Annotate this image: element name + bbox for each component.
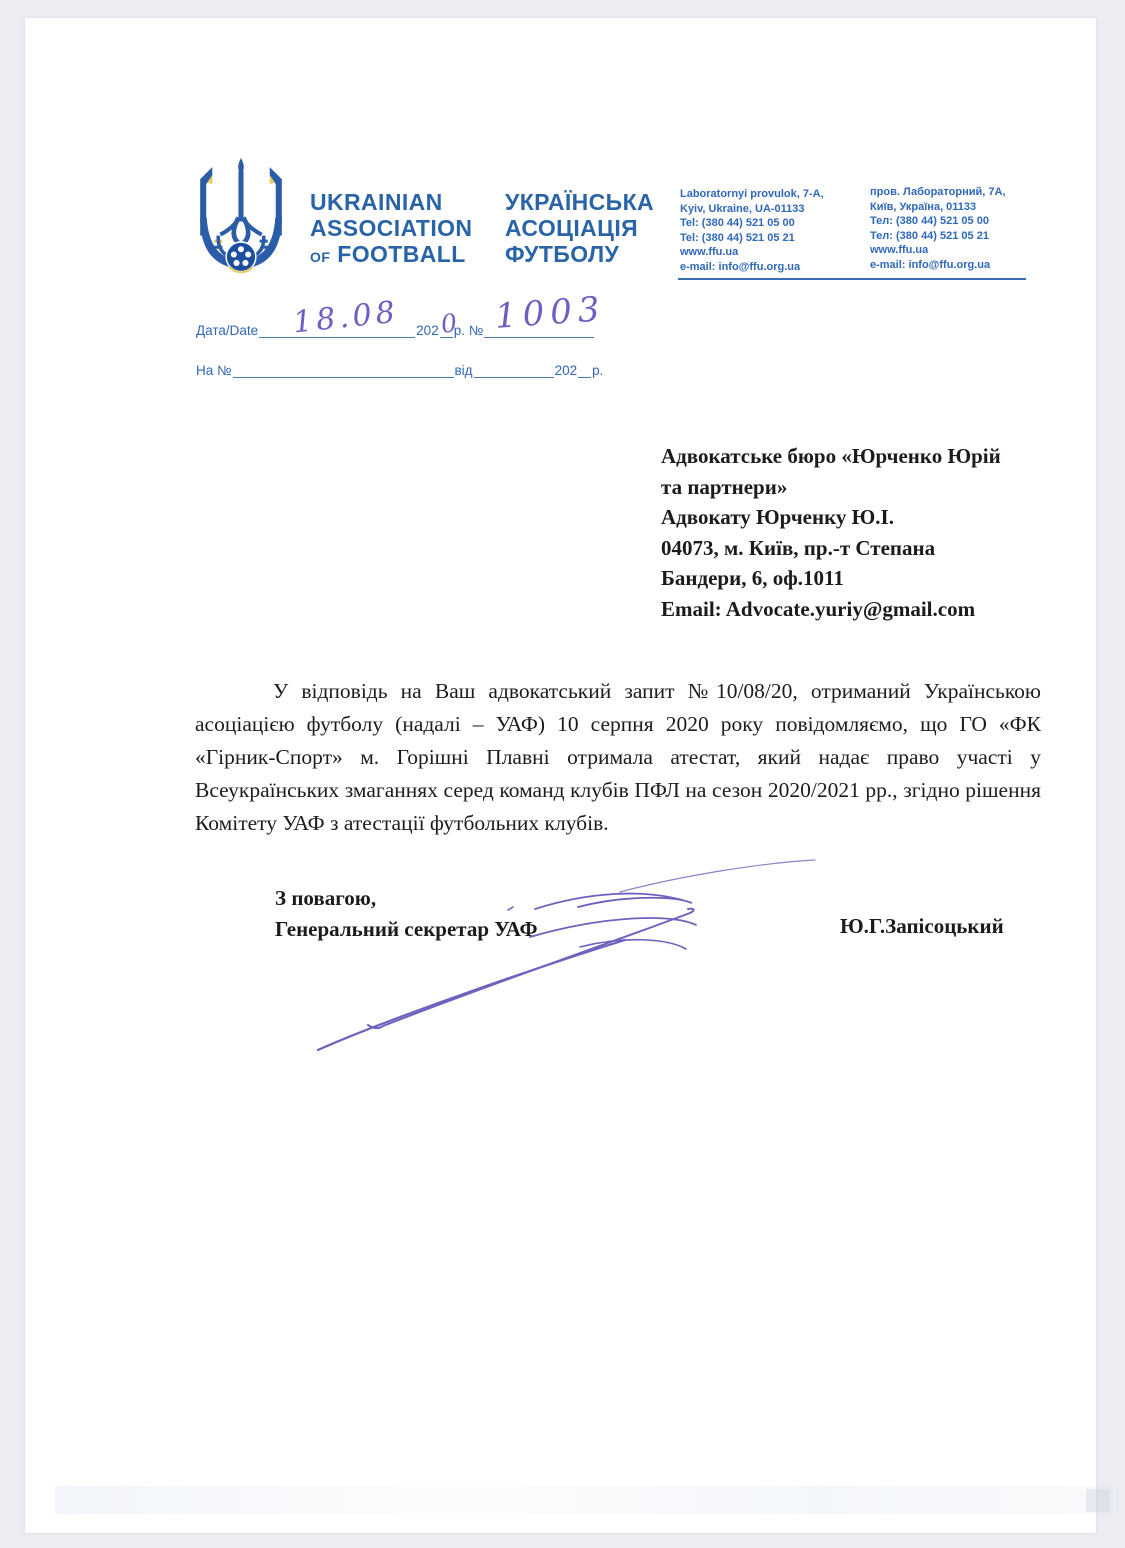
org-title-english bbox=[310, 189, 472, 270]
incoming-year-suffix: р. bbox=[592, 363, 604, 378]
address-line: Київ, Україна, 01133 bbox=[870, 200, 977, 213]
letter-sheet bbox=[25, 18, 1096, 1533]
org-title-en-of: OF bbox=[310, 249, 331, 265]
year-suffix: р. № bbox=[453, 323, 484, 338]
address-line: Tel: (380 44) 521 05 21 bbox=[680, 231, 795, 244]
handwritten-year-digit: 0 bbox=[439, 308, 459, 339]
org-address-ukrainian bbox=[870, 185, 1035, 273]
year-printed: 202 bbox=[416, 323, 439, 338]
scan-artifact-spot bbox=[1086, 1489, 1110, 1512]
incoming-year: 202 bbox=[554, 363, 578, 378]
address-line: пров. Лабораторний, 7А, bbox=[870, 186, 1006, 198]
address-line: www.ffu.ua bbox=[680, 246, 739, 259]
handwritten-date: 18.08 bbox=[291, 294, 401, 341]
org-title-ua-line3: ФУТБОЛУ bbox=[505, 241, 620, 267]
letter-body-paragraph: У відповідь на Ваш адвокатський запит №10/08/20, отриманий Українською асоціацією футболу (надалі – УАФ) 10 серпня 2020 року повідомляємо, що ГО «ФК «Гірник-Спорт» м. Горішні Плавні отримала атестат, який надає право участі у Всеукраїнських змаганнях серед команд клубів ПФЛ на сезон 2020/2021 рр., згідно рішення Комітету УАФ з атестації футбольних клубів. bbox=[195, 679, 1041, 835]
address-line: Тел: (380 44) 521 05 21 bbox=[870, 229, 989, 242]
org-title-en-line1: UKRAINIAN bbox=[310, 189, 443, 215]
header-divider-line bbox=[678, 278, 1026, 280]
recipient-address-block bbox=[661, 441, 1061, 624]
org-title-ua-line2: АСОЦІАЦІЯ bbox=[505, 215, 639, 241]
recipient-line: та партнери» bbox=[661, 474, 788, 499]
scan-artifact-band bbox=[55, 1486, 1113, 1514]
from-label: від bbox=[454, 363, 473, 378]
handwritten-outgoing-number: 1003 bbox=[493, 289, 607, 337]
signer-name: Ю.Г.Запісоцький bbox=[840, 914, 1004, 938]
recipient-line: Адвокатське бюро «Юрченко Юрій bbox=[661, 444, 1001, 468]
uaf-trident-football-logo-icon bbox=[188, 155, 294, 281]
recipient-email: Email: Advocate.yuriy@gmail.com bbox=[661, 596, 976, 621]
date-label: Дата/Date bbox=[196, 323, 259, 338]
address-line: www.ffu.ua bbox=[870, 244, 929, 257]
org-title-en-line3: OF FOOTBALL bbox=[310, 241, 466, 267]
recipient-line: Адвокату Юрченку Ю.І. bbox=[661, 505, 894, 529]
org-title-ua-line1: УКРАЇНСЬКА bbox=[505, 189, 655, 215]
incoming-reference-row bbox=[195, 360, 604, 378]
incoming-year-blank bbox=[578, 362, 591, 378]
closing-salutation: З повагою, bbox=[275, 886, 377, 910]
incoming-blank-line bbox=[233, 362, 454, 378]
address-line: e-mail: info@ffu.org.ua bbox=[680, 260, 801, 273]
address-line: Laboratornyi provulok, 7-A, bbox=[680, 188, 824, 200]
address-line: Тел: (380 44) 521 05 00 bbox=[870, 215, 989, 228]
signer-title: Генеральний секретар УАФ bbox=[275, 917, 538, 941]
handwritten-signature bbox=[280, 846, 860, 1061]
address-line: Kyiv, Ukraine, UA-01133 bbox=[680, 202, 805, 215]
address-line: Tel: (380 44) 521 05 00 bbox=[680, 217, 795, 230]
org-address-english bbox=[680, 187, 870, 275]
incoming-label: На № bbox=[196, 363, 232, 378]
org-title-en-line2: ASSOCIATION bbox=[310, 215, 473, 241]
recipient-line: 04073, м. Київ, пр.-т Степана bbox=[661, 535, 936, 560]
from-blank-line bbox=[474, 362, 554, 378]
address-line: e-mail: info@ffu.org.ua bbox=[870, 258, 991, 271]
org-title-ukrainian bbox=[505, 189, 654, 267]
recipient-line: Бандери, 6, оф.1011 bbox=[661, 566, 844, 590]
